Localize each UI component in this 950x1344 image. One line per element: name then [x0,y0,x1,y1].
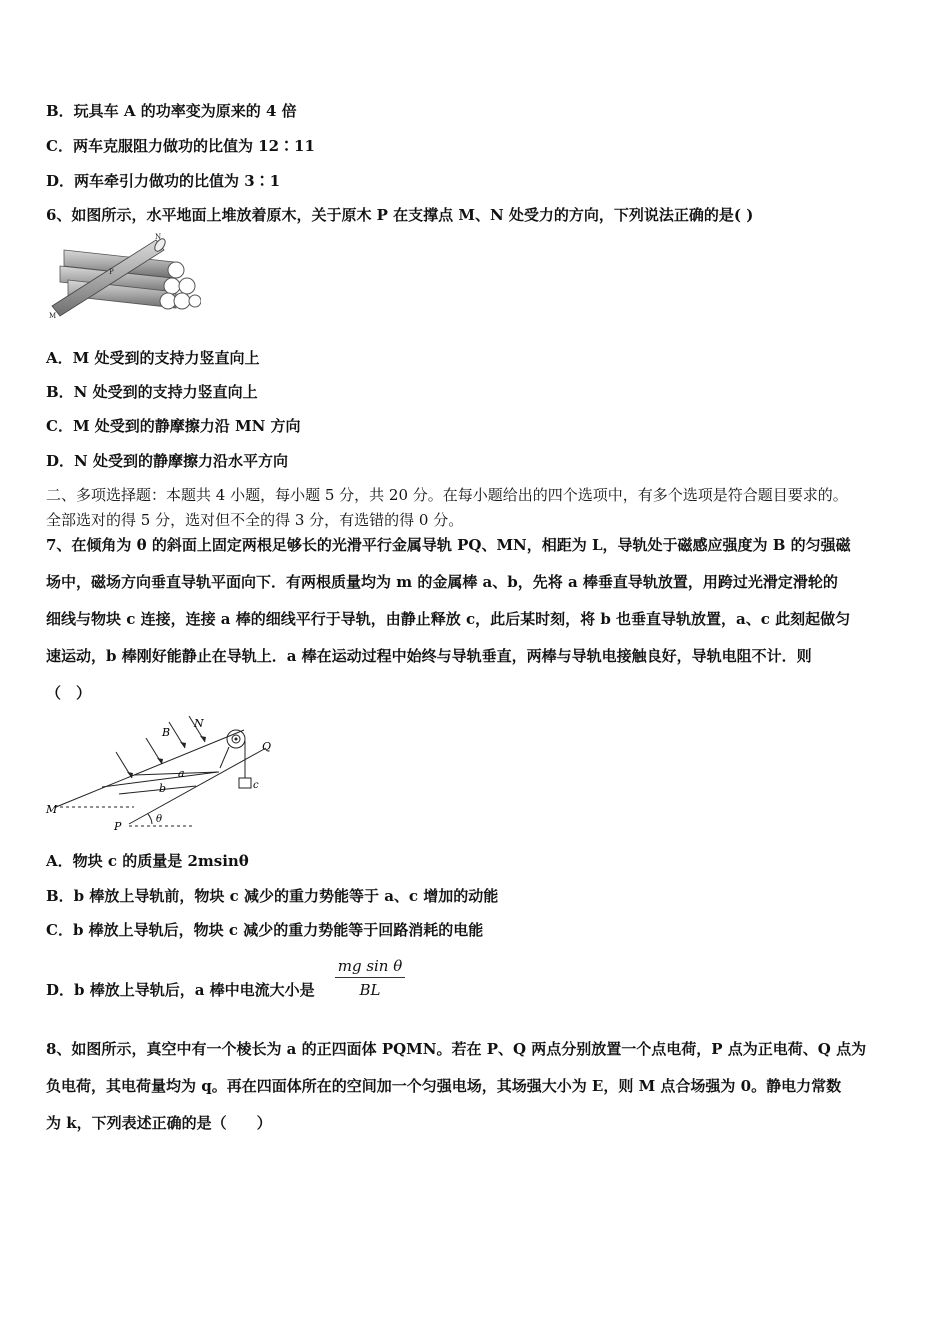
q8-stem-line: 负电荷，其电荷量均为 q。再在四面体所在的空间加一个匀强电场，其场强大小为 E，则 M 点合场强为 0。静电力常数 [46,1077,842,1095]
q7-stem-line: 7、在倾角为 θ 的斜面上固定两根足够长的光滑平行金属导轨 PQ、MN，相距为 L，导轨处于磁感应强度为 B 的匀强磁 [46,536,851,554]
label-p: P [109,268,114,276]
q6-option-c: C．M 处受到的静摩擦力沿 MN 方向 [46,417,301,435]
fraction-numerator: mg sin θ [335,957,405,978]
q7-stem-line: 速运动，b 棒刚好能静止在导轨上．a 棒在运动过程中始终与导轨垂直，两棒与导轨电接触良好，导轨电阻不计．则 [46,647,812,665]
q6-option-b: B．N 处受到的支持力竖直向上 [46,383,258,401]
log-end [179,278,195,294]
q8-stem-line: 为 k，下列表述正确的是（ ） [46,1114,272,1132]
q8-stem-line: 8、如图所示，真空中有一个棱长为 a 的正四面体 PQMN。若在 P、Q 两点分别放置一个点电荷，P 点为正电荷、Q 点为 [46,1040,867,1058]
q7-option-b: B．b 棒放上导轨前，物块 c 减少的重力势能等于 a、c 增加的动能 [46,887,499,905]
q7-stem-line: 场中，磁场方向垂直导轨平面向下．有两根质量均为 m 的金属棒 a、b，先将 a 棒垂直导轨放置，用跨过光滑定滑轮的 [46,573,838,591]
log-end [189,295,201,307]
label-m: M [46,803,58,816]
q7-stem-line: 细线与物块 c 连接，连接 a 棒的细线平行于导轨，由静止释放 c，此后某时刻，将 b 也垂直导轨放置，a、c 此刻起做匀 [46,610,851,628]
q7-option-c: C．b 棒放上导轨后，物块 c 减少的重力势能等于回路消耗的电能 [46,921,484,939]
q6-option-a: A．M 处受到的支持力竖直向上 [46,349,260,367]
label-n: N [194,717,204,730]
label-m: M [49,312,57,320]
log-end [164,278,180,294]
label-theta: θ [156,814,163,825]
label-a: a [178,767,185,780]
log-end [168,262,184,278]
q7-option-a: A．物块 c 的质量是 2msinθ [46,852,249,870]
rails-figure [44,712,284,837]
log-end [174,293,190,309]
label-q: Q [262,740,272,753]
current-fraction [335,957,405,999]
label-bar-b: b [159,782,167,795]
label-c: c [253,780,259,791]
section2-line1: 二、多项选择题：本题共 4 小题，每小题 5 分，共 20 分。在每小题给出的四个选项中，有多个选项是符合题目要求的。 [46,486,848,504]
q5-option-d: D．两车牵引力做功的比值为 3∶1 [46,172,281,190]
section2-line2: 全部选对的得 5 分，选对但不全的得 3 分，有选错的得 0 分。 [46,511,464,529]
q7-stem-line: （ ） [46,684,92,702]
logs-figure [46,232,201,322]
fraction-denominator: BL [359,981,381,999]
q7-option-d: D．b 棒放上导轨后，a 棒中电流大小是 [46,981,315,999]
label-b-field: B [162,726,171,739]
q6-option-d: D．N 处受到的静摩擦力沿水平方向 [46,452,288,470]
label-n: N [155,233,162,241]
q6-stem: 6、如图所示，水平地面上堆放着原木，关于原木 P 在支撑点 M、N 处受力的方向，下列说法正确的是( ) [46,206,754,224]
label-p: P [114,820,122,833]
q5-option-c: C．两车克服阻力做功的比值为 12∶11 [46,137,315,155]
q5-option-b: B．玩具车 A 的功率变为原来的 4 倍 [46,102,297,120]
